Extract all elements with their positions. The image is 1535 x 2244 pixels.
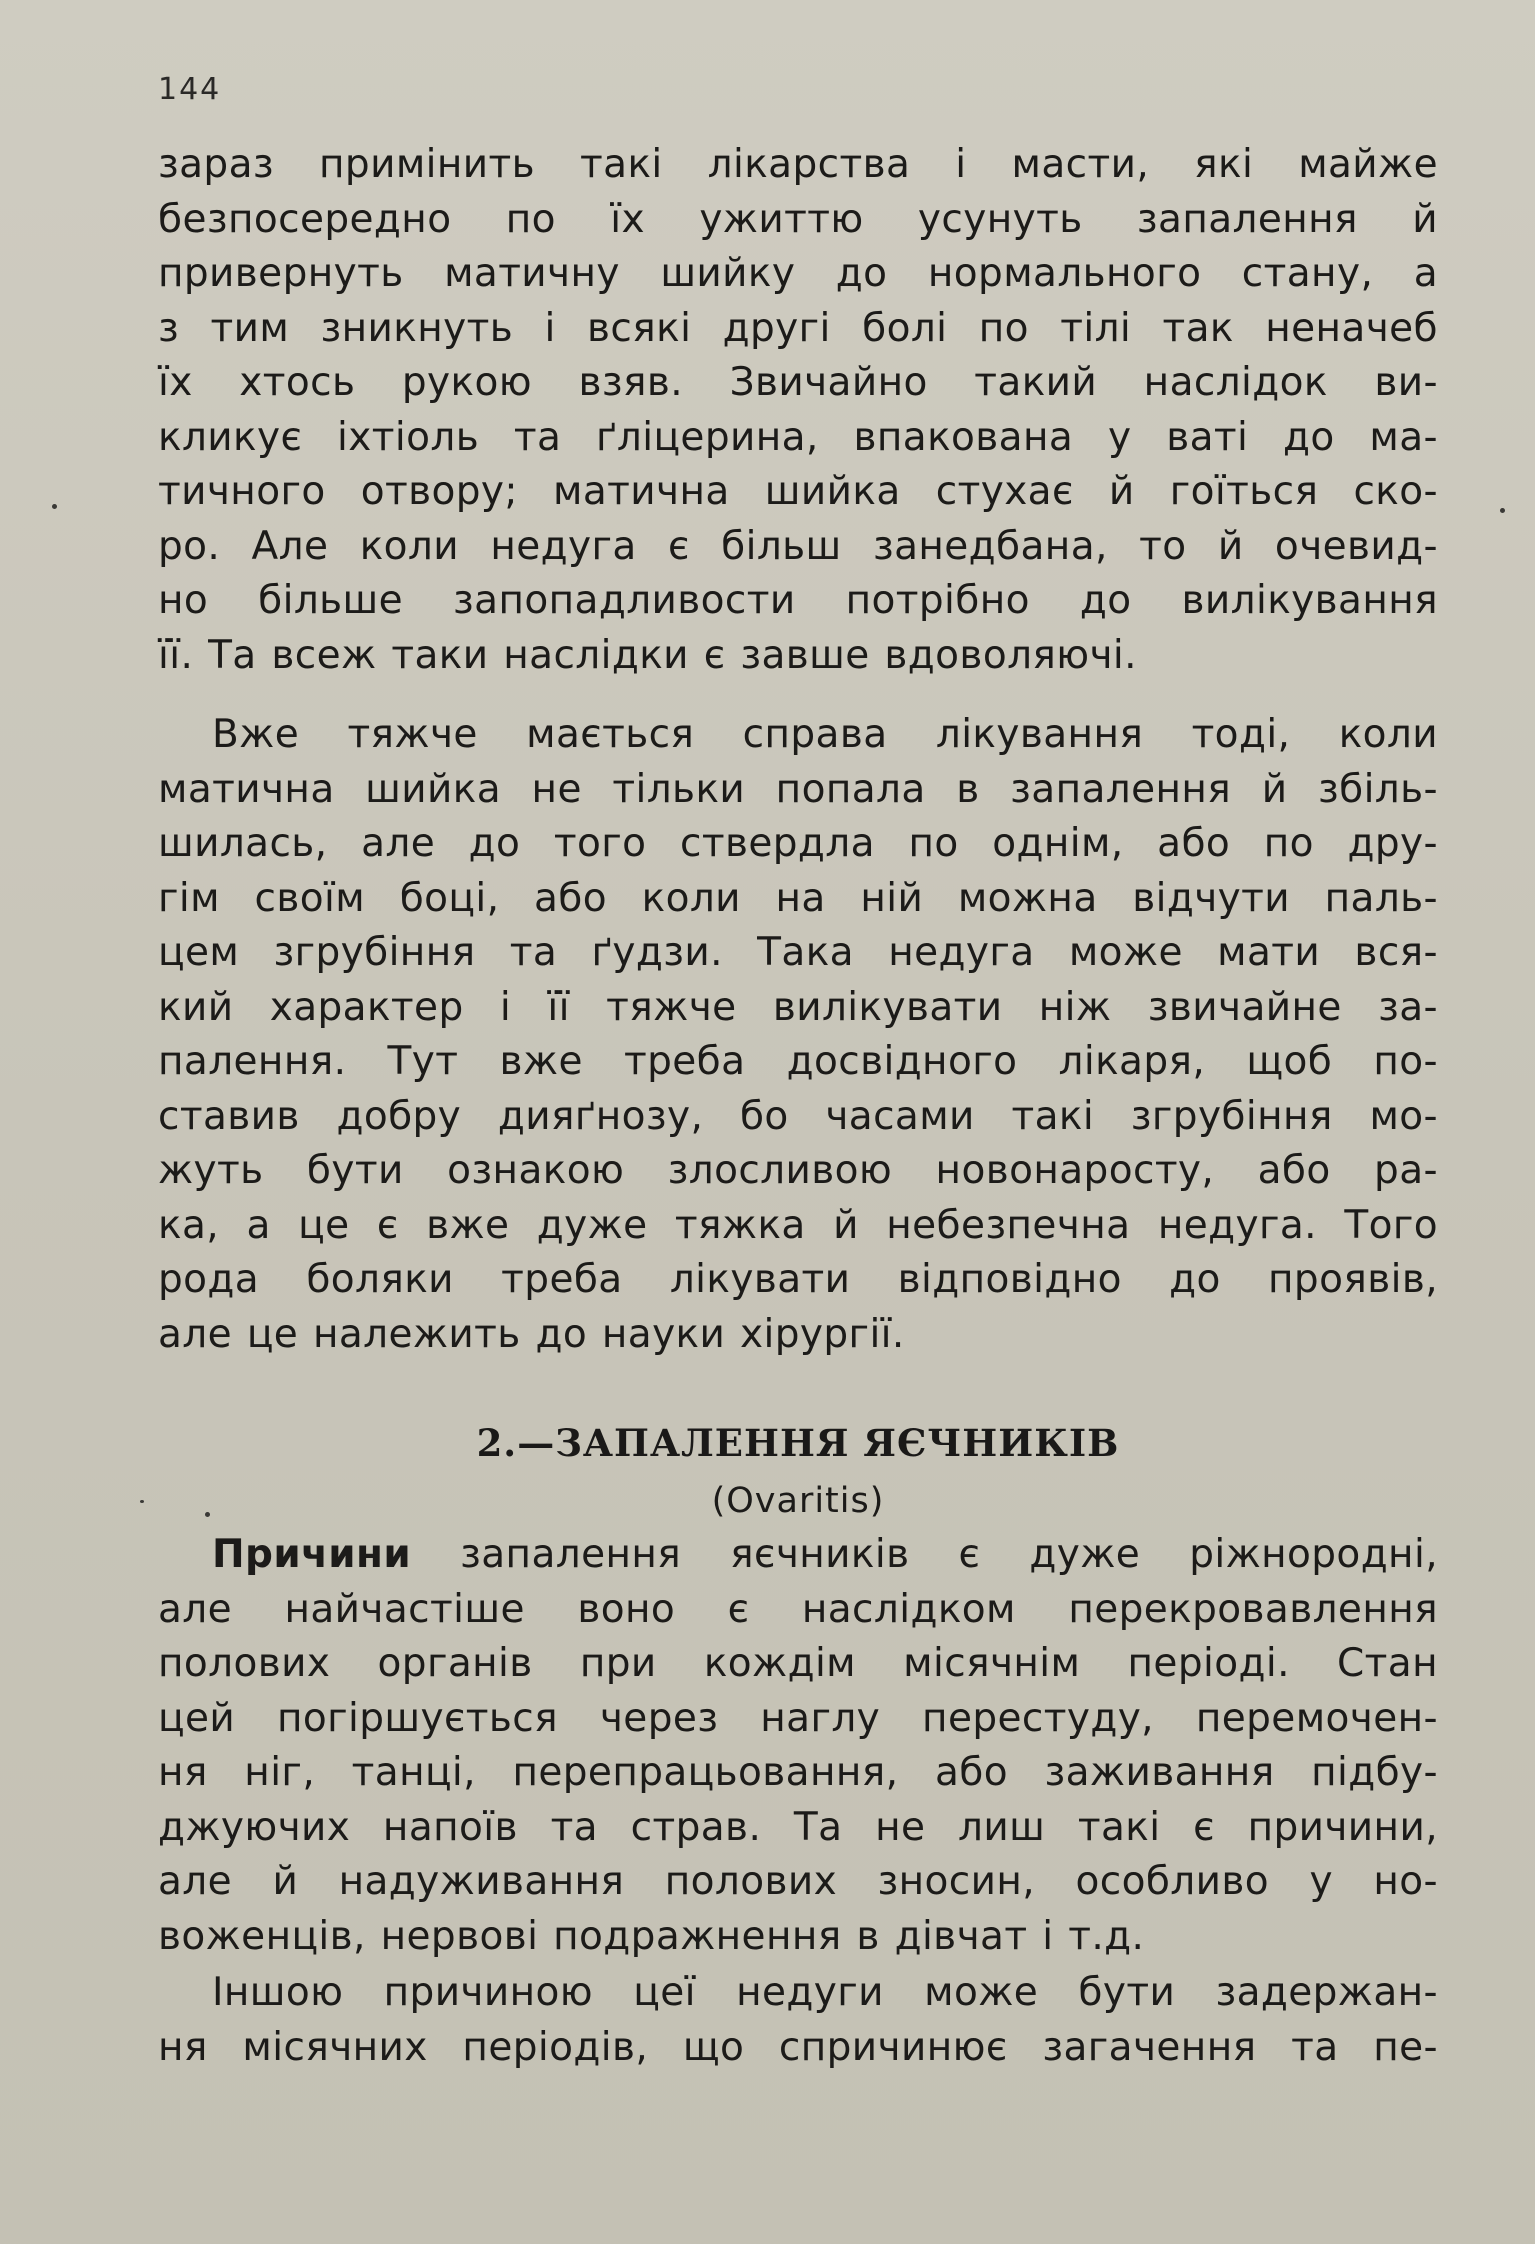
paragraph-3-line: воженців, нервові подражнення в дівчат і т.д. [158, 1913, 1145, 1959]
paragraph-1-line: привернуть матичну шийку до нормального стану, а [158, 251, 1438, 296]
paragraph-1-line: її. Та всеж таки наслідки є завше вдоволяючі. [158, 632, 1137, 678]
paper-speck [140, 1500, 144, 1503]
paragraph-2-line: кий характер і її тяжче вилікувати ніж звичайне за- [158, 984, 1438, 1030]
paragraph-1-line: зараз примінить такі лікарства і масти, які майже [158, 142, 1438, 187]
paragraph-3-line: ня ніг, танці, перепрацьовання, або заживання підбу- [158, 1750, 1438, 1795]
term-causes: Причини [212, 1532, 412, 1577]
paragraph-2 [158, 708, 1438, 1362]
paragraph-2-line: шилась, але до того ствердла по однім, або по дру- [158, 821, 1438, 866]
paragraph-1-line: кликує іхтіоль та ґліцерина, впакована у ваті до ма- [158, 414, 1438, 460]
paragraph-3-line: але найчастіше воно є наслідком перекровавлення [158, 1586, 1438, 1632]
paragraph-2-line: палення. Тут вже треба досвідного лікаря, щоб по- [158, 1039, 1438, 1084]
paragraph-3-line: джуючих напоїв та страв. Та не лиш такі є причини, [158, 1804, 1438, 1850]
paper-speck [205, 1512, 210, 1517]
paragraph-2-line: ка, а це є вже дуже тяжка й небезпечна недуга. Того [158, 1202, 1438, 1248]
section-heading: 2.—ЗАПАЛЕННЯ ЯЄЧНИКІВ [476, 1421, 1120, 1465]
paragraph-3-first-line [158, 1528, 1438, 1583]
paragraph-1-line: ро. Але коли недуга є більш занедбана, то й очевид- [158, 523, 1438, 569]
paragraph-2-line: жуть бути ознакою злосливою новонаросту, або ра- [158, 1148, 1438, 1193]
paragraph-3-line: але й надуживання полових зносин, особливо у но- [158, 1859, 1438, 1904]
paragraph-1-line: з тим зникнуть і всякі другі болі по тілі так неначеб [158, 305, 1438, 351]
paragraph-2-line: ставив добру дияґнозу, бо часами такі згрубіння мо- [158, 1093, 1438, 1139]
page-number: 144 [158, 72, 222, 107]
paragraph-1-line: тичного отвору; матична шийка стухає й гоїться ско- [158, 469, 1438, 514]
paragraph-2-line: але це належить до науки хірургії. [158, 1311, 905, 1357]
paper-speck [1500, 508, 1505, 513]
paragraph-3-first-rest: запалення яєчників є дуже ріжнородні, [460, 1532, 1438, 1577]
paragraph-4-line: Іншою причиною цеї недуги може бути задержан- [212, 1970, 1438, 2015]
paragraph-3-line: полових органів при кождім місячнім періоді. Стан [158, 1641, 1438, 1686]
paragraph-3 [158, 1528, 1438, 1964]
paragraph-3-line: цей погіршується через наглу перестуду, перемочен- [158, 1695, 1438, 1741]
paragraph-2-line: Вже тяжче мається справа лікування тоді, коли [212, 712, 1438, 757]
paragraph-2-line: гім своїм боці, або коли на ній можна відчути паль- [158, 875, 1438, 921]
paragraph-4-line: ня місячних періодів, що спричинює загачення та пе- [158, 2024, 1438, 2070]
paragraph-1-line: безпосередно по їх ужиттю усунуть запалення й [158, 196, 1438, 242]
paragraph-4 [158, 1966, 1438, 2075]
paper-speck [52, 504, 57, 509]
paragraph-2-line: рода боляки треба лікувати відповідно до проявів, [158, 1257, 1438, 1302]
section-subheading: (Ovaritis) [711, 1481, 885, 1521]
paragraph-2-line: матична шийка не тільки попала в запалення й збіль- [158, 766, 1438, 812]
paragraph-2-line: цем згрубіння та ґудзи. Така недуга може мати вся- [158, 930, 1438, 975]
paragraph-1-line: їх хтось рукою взяв. Звичайно такий наслідок ви- [158, 360, 1438, 405]
paragraph-1-line: но більше запопадливости потрібно до вилікування [158, 578, 1438, 623]
paragraph-1 [158, 138, 1438, 683]
